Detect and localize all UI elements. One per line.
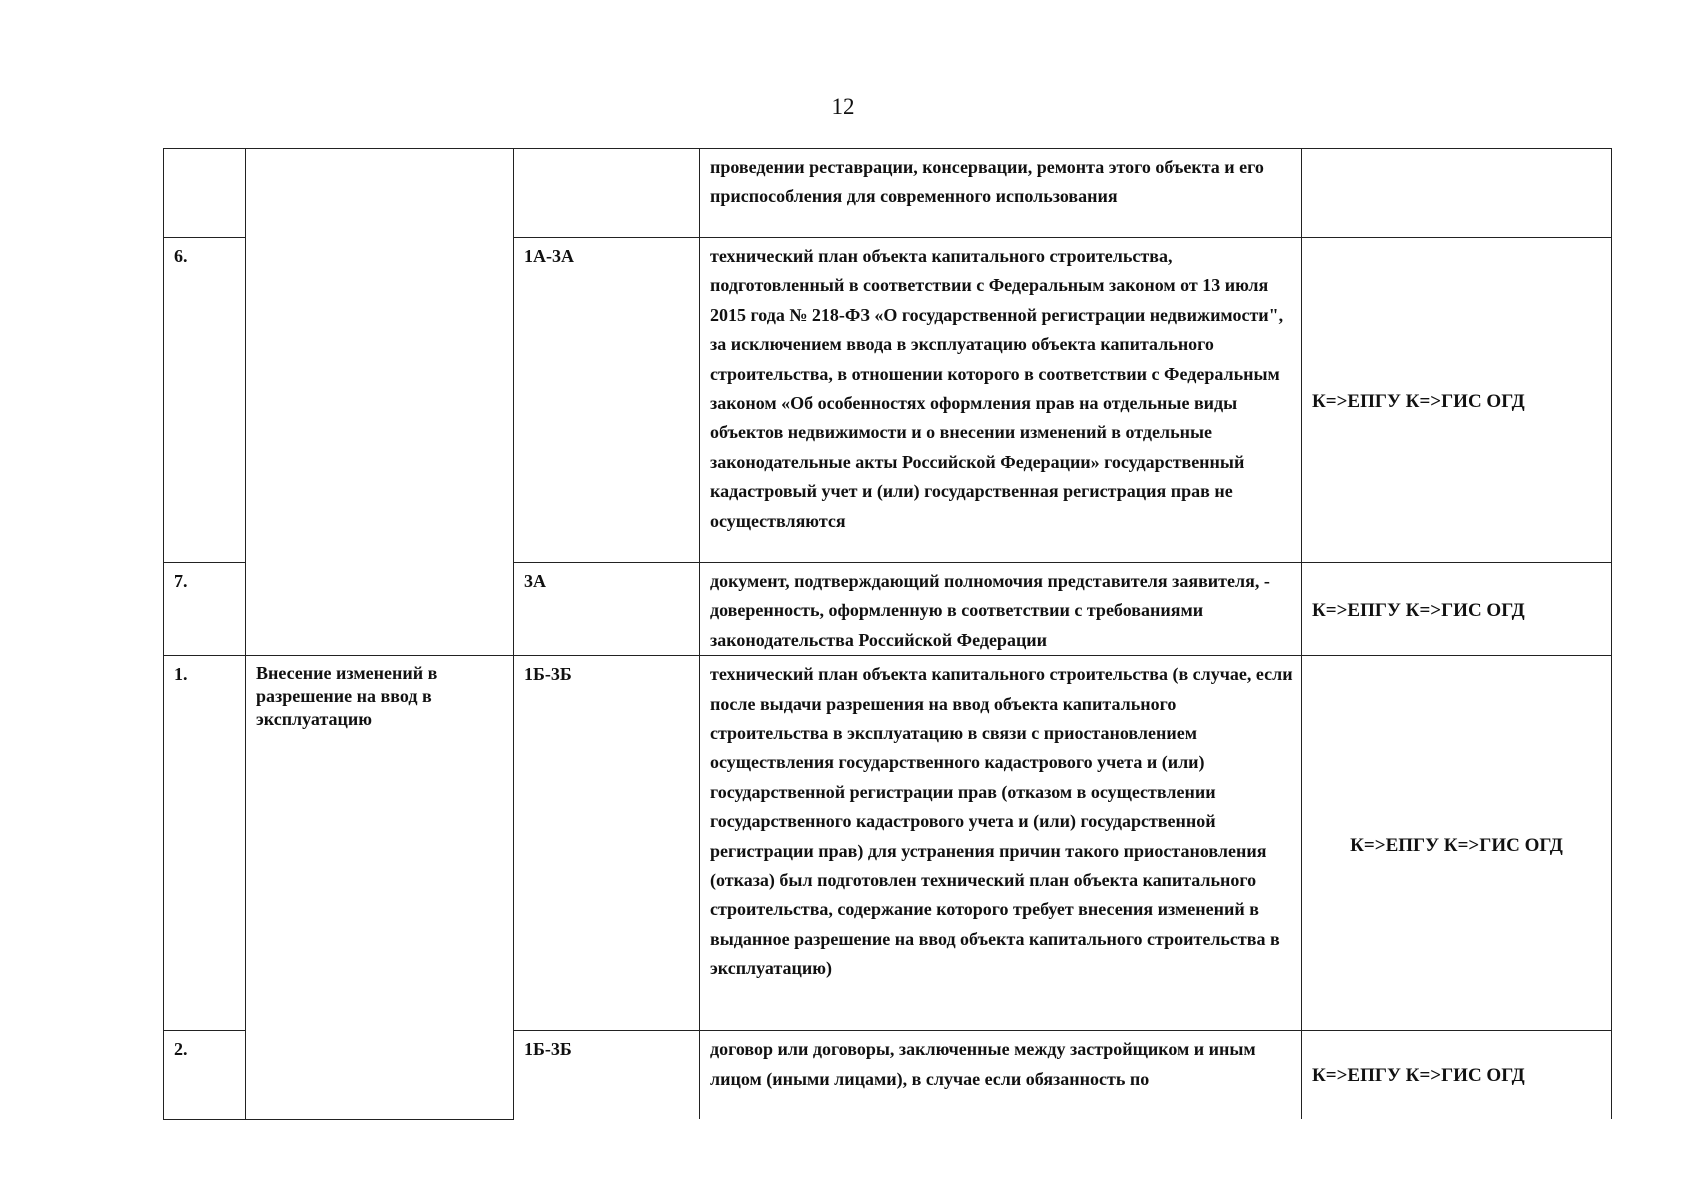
- page-number: 12: [831, 94, 855, 119]
- document-description: проведении реставрации, консервации, ремонта этого объекта и его приспособления для современного использования: [700, 149, 1302, 238]
- service-name: Внесение изменений в разрешение на ввод в эксплуатацию: [246, 656, 514, 1120]
- row-number: 1.: [164, 656, 246, 1031]
- applicant-category-code: 1А-3А: [514, 238, 700, 563]
- row-number: 7.: [164, 563, 246, 656]
- document-description: документ, подтверждающий полномочия представителя заявителя, - доверенность, оформленную в соответствии с требованиями законодательства Российской Федерации: [700, 563, 1302, 656]
- document-description: технический план объекта капитального строительства (в случае, если после выдачи разрешения на ввод объекта капитального строительства в эксплуатацию в связи с приостановлением осуществления государственного кадастрового учета и (или) государственной регистрации прав (отказом в осуществлении государственного кадастрового учета и (или) государственной регистрации прав) для устранения причин такого приостановления (отказа) был подготовлен технический план объекта капитального строительства, содержание которого требует внесения изменений в выданное разрешение на ввод объекта капитального строительства в эксплуатацию): [700, 656, 1302, 1031]
- table-row: [164, 149, 1612, 238]
- applicant-category-code: 1Б-3Б: [514, 656, 700, 1031]
- applicant-category-code: 1Б-3Б: [514, 1031, 700, 1120]
- document-description: договор или договоры, заключенные между застройщиком и иным лицом (иными лицами), в случае если обязанность по: [700, 1031, 1302, 1120]
- row-number: 2.: [164, 1031, 246, 1120]
- row-number: [164, 149, 246, 238]
- service-name: [246, 149, 514, 656]
- table-row: [164, 656, 1612, 1031]
- row-number: 6.: [164, 238, 246, 563]
- submission-channel: К=>ЕПГУ К=>ГИС ОГД: [1302, 563, 1612, 656]
- submission-channel: К=>ЕПГУ К=>ГИС ОГД: [1302, 238, 1612, 563]
- documents-table: [163, 148, 1612, 1120]
- submission-channel: [1302, 149, 1612, 238]
- submission-channel: К=>ЕПГУ К=>ГИС ОГД: [1302, 1031, 1612, 1120]
- applicant-category-code: 3А: [514, 563, 700, 656]
- document-description: технический план объекта капитального строительства, подготовленный в соответствии с Федеральным законом от 13 июля 2015 года № 218-ФЗ «О государственной регистрации недвижимости", за исключением ввода в эксплуатацию объекта капитального строительства, в отношении которого в соответствии с Федеральным законом «Об особенностях оформления прав на отдельные виды объектов недвижимости и о внесении изменений в отдельные законодательные акты Российской Федерации» государственный кадастровый учет и (или) государственная регистрация прав не осуществляются: [700, 238, 1302, 563]
- submission-channel: К=>ЕПГУ К=>ГИС ОГД: [1302, 656, 1612, 1031]
- applicant-category-code: [514, 149, 700, 238]
